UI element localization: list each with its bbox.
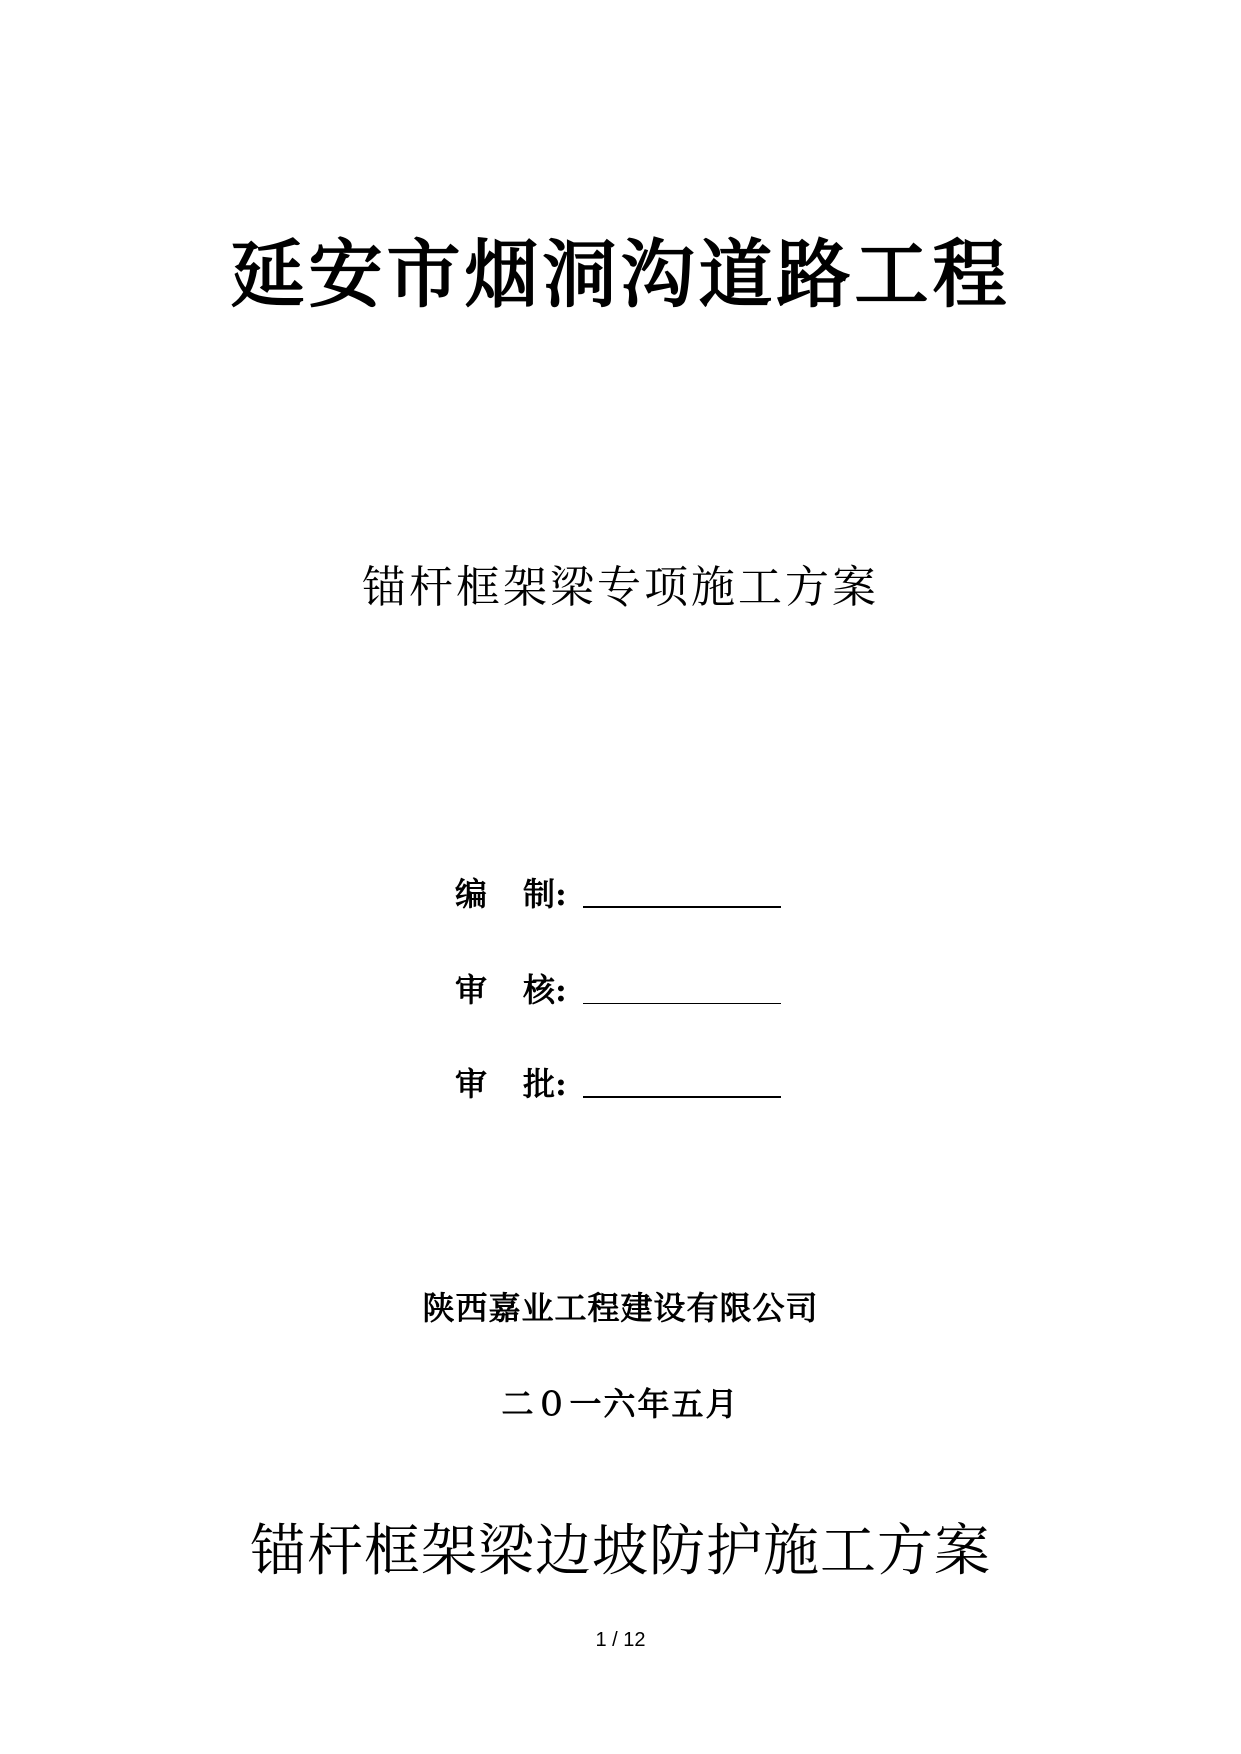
signature-row-approver: [455, 1052, 781, 1103]
signature-label-char: 审: [455, 971, 488, 1009]
signature-label-char: 编: [455, 875, 488, 913]
page-number: 1 / 12: [595, 1629, 646, 1651]
plan-subtitle: 锚杆框架梁专项施工方案: [362, 562, 879, 613]
signature-label-char: 制: [522, 875, 555, 913]
signature-line: [583, 1095, 781, 1098]
signature-colon: :: [555, 1065, 567, 1103]
signature-label-char: 批: [522, 1065, 555, 1103]
document-date: 二０一六年五月: [501, 1385, 740, 1423]
section-heading: 锚杆框架梁边坡防护施工方案: [250, 1519, 991, 1584]
signature-label: [455, 1065, 555, 1103]
signature-label: [455, 875, 555, 913]
signature-label: [455, 971, 555, 1009]
company-name: 陕西嘉业工程建设有限公司: [422, 1289, 819, 1327]
signature-line: [583, 905, 781, 908]
signature-row-reviewer: [455, 958, 781, 1009]
signature-colon: :: [555, 971, 567, 1009]
signature-line: [583, 1002, 781, 1004]
signature-label-char: 核: [522, 971, 555, 1009]
signature-row-compiler: [455, 862, 781, 913]
signature-label-char: 审: [455, 1065, 488, 1103]
project-title: 延安市烟洞沟道路工程: [230, 232, 1011, 318]
signature-colon: :: [555, 875, 567, 913]
